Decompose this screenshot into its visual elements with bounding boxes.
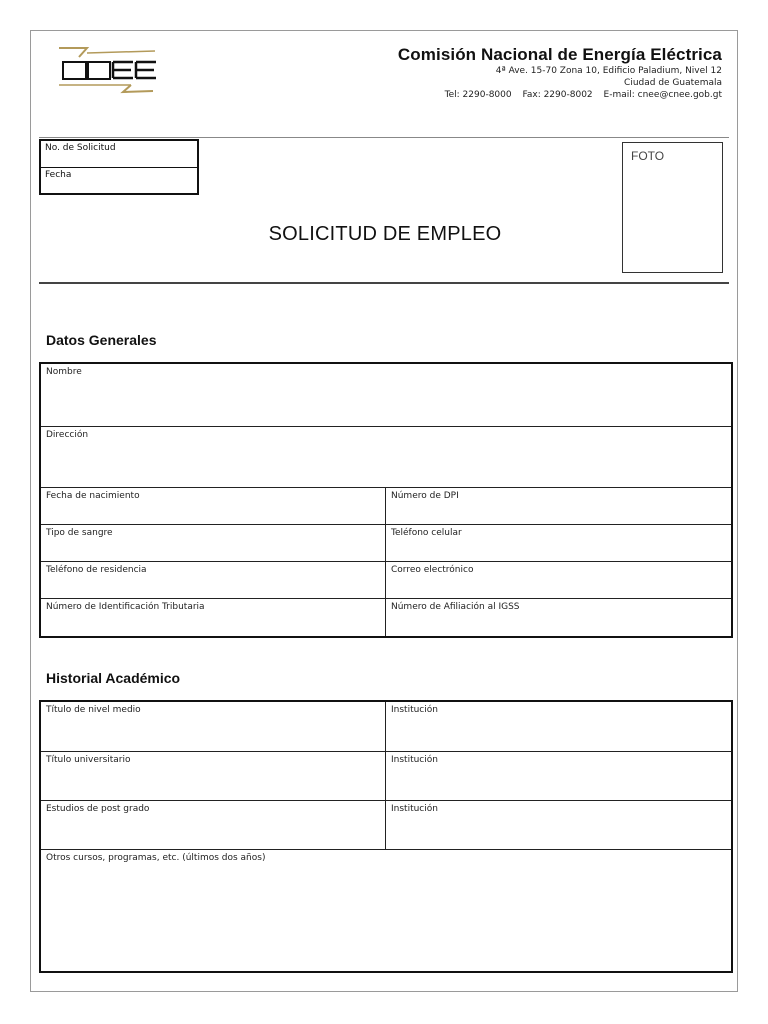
datos-generales-table — [39, 362, 733, 638]
form-row — [41, 800, 731, 849]
telefono-residencia-field[interactable] — [41, 562, 386, 598]
fecha-nacimiento-field[interactable] — [41, 488, 386, 524]
request-date-label: Fecha — [45, 170, 72, 180]
form-row — [41, 524, 731, 561]
photo-box — [622, 142, 723, 273]
field-label: Número de Identificación Tributaria — [46, 602, 205, 612]
form-row — [41, 364, 731, 426]
field-label: Teléfono celular — [391, 528, 462, 538]
photo-label: FOTO — [631, 149, 665, 163]
field-label: Título de nivel medio — [46, 705, 141, 715]
document-title: SOLICITUD DE EMPLEO — [268, 223, 502, 245]
form-row — [41, 561, 731, 598]
form-row — [41, 598, 731, 636]
field-label: Número de Afiliación al IGSS — [391, 602, 520, 612]
igss-field[interactable] — [386, 599, 731, 636]
field-label: Institución — [391, 804, 438, 814]
field-label: Tipo de sangre — [46, 528, 113, 538]
nombre-field[interactable] — [41, 364, 731, 426]
telefono-celular-field[interactable] — [386, 525, 731, 561]
form-row — [41, 751, 731, 800]
field-label: Institución — [391, 755, 438, 765]
institucion-field-2[interactable] — [386, 752, 731, 800]
address-line-2: Ciudad de Guatemala — [624, 78, 722, 88]
form-row — [41, 849, 731, 971]
institucion-field-3[interactable] — [386, 801, 731, 849]
otros-cursos-field[interactable] — [41, 850, 731, 971]
direccion-field[interactable] — [41, 427, 731, 487]
address-line-1: 4ª Ave. 15-70 Zona 10, Edificio Paladium, Nivel 12 — [495, 66, 722, 76]
field-label: Título universitario — [46, 755, 131, 765]
institucion-field-1[interactable] — [386, 702, 731, 751]
telephone-text: Tel: 2290-8000 — [444, 90, 512, 100]
form-row — [41, 702, 731, 751]
field-label: Estudios de post grado — [46, 804, 150, 814]
request-number-label: No. de Solicitud — [45, 143, 116, 153]
form-row — [41, 487, 731, 524]
field-label: Dirección — [46, 430, 89, 440]
post-grado-field[interactable] — [41, 801, 386, 849]
field-label: Institución — [391, 705, 438, 715]
application-form-page — [30, 30, 738, 992]
field-label: Teléfono de residencia — [46, 565, 147, 575]
fax-text: Fax: 2290-8002 — [522, 90, 593, 100]
field-label: Correo electrónico — [391, 565, 474, 575]
organization-name: Comisión Nacional de Energía Eléctrica — [397, 45, 722, 64]
field-label: Nombre — [46, 367, 82, 377]
title-divider — [39, 282, 729, 284]
field-label: Otros cursos, programas, etc. (últimos dos años) — [46, 853, 266, 863]
correo-electronico-field[interactable] — [386, 562, 731, 598]
organization-header — [398, 45, 722, 101]
header-divider — [39, 137, 729, 138]
field-label: Fecha de nacimiento — [46, 491, 140, 501]
cnee-logo — [53, 43, 163, 95]
titulo-nivel-medio-field[interactable] — [41, 702, 386, 751]
section-title-datos-generales: Datos Generales — [46, 332, 157, 348]
email-text: E-mail: cnee@cnee.gob.gt — [603, 90, 722, 100]
historial-academico-table — [39, 700, 733, 973]
request-date-field[interactable] — [41, 167, 197, 193]
form-row — [41, 426, 731, 487]
tipo-sangre-field[interactable] — [41, 525, 386, 561]
titulo-universitario-field[interactable] — [41, 752, 386, 800]
nit-field[interactable] — [41, 599, 386, 636]
numero-dpi-field[interactable] — [386, 488, 731, 524]
request-number-field[interactable] — [41, 141, 197, 167]
request-info-box — [39, 139, 199, 195]
field-label: Número de DPI — [391, 491, 459, 501]
section-title-historial-academico: Historial Académico — [46, 670, 181, 686]
contact-line — [398, 89, 722, 101]
